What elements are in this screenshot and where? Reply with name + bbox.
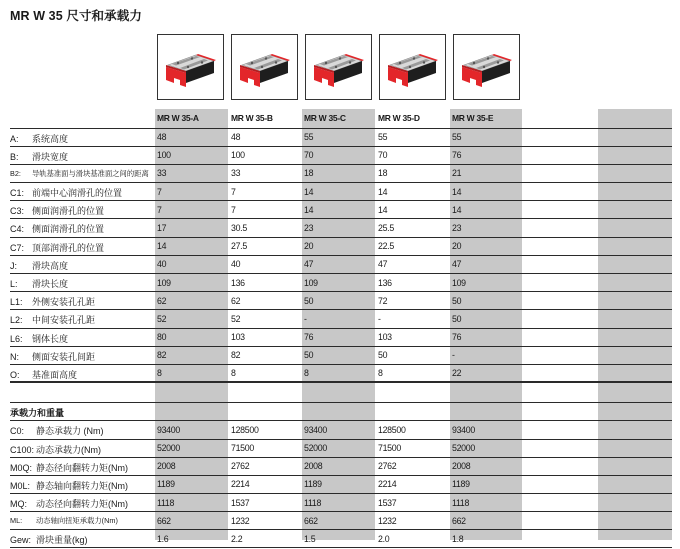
row-description: 侧面润滑孔的位置 (32, 206, 105, 217)
table-row (10, 328, 672, 346)
table-row (10, 255, 672, 273)
table-cell: 100 (157, 150, 171, 161)
table-cell: 2214 (231, 479, 250, 490)
table-cell: 103 (378, 332, 392, 343)
table-cell: 76 (304, 332, 314, 343)
table-cell: 82 (231, 350, 241, 361)
table-row (10, 182, 672, 200)
table-cell: 80 (157, 332, 167, 343)
table-cell: 662 (452, 515, 466, 526)
row-label (10, 368, 77, 381)
table-cell: 93400 (157, 424, 180, 435)
row-label (10, 132, 68, 145)
table-row (10, 291, 672, 309)
row-code: C1: (10, 188, 25, 199)
table-cell: 20 (304, 241, 314, 252)
table-cell: 72 (378, 295, 388, 306)
table-cell: 1537 (231, 497, 250, 508)
table-row (10, 493, 672, 511)
row-code: L: (10, 279, 18, 289)
table-cell: 71500 (231, 443, 254, 453)
row-label (10, 204, 104, 217)
row-label (10, 259, 68, 272)
table-cell: 14 (157, 241, 167, 252)
table-cell: 8 (157, 368, 162, 379)
row-code: C7: (10, 242, 25, 253)
table-cell: 50 (304, 295, 314, 306)
table-cell: 7 (231, 204, 236, 215)
table-cell: 109 (452, 277, 466, 288)
table-cell: 30.5 (231, 222, 247, 233)
table-cell: 52 (231, 313, 241, 324)
table-cell: 17 (157, 222, 167, 233)
table-cell: 70 (304, 150, 314, 161)
table-row (10, 128, 672, 146)
row-label (10, 313, 95, 326)
row-label (10, 150, 68, 163)
row-description: 基准面高度 (32, 369, 78, 380)
table-row (10, 475, 672, 493)
column-header: MR W 35-D (378, 112, 420, 123)
table-cell: 662 (304, 515, 318, 526)
table-cell: 33 (157, 168, 167, 179)
row-description: 滑块宽度 (32, 151, 69, 162)
table-cell: 1118 (157, 497, 175, 508)
table-cell: 8 (304, 368, 309, 379)
row-code: M0Q: (10, 462, 33, 473)
table-cell: 21 (452, 168, 462, 179)
table-cell: 2762 (378, 461, 397, 472)
table-cell: 7 (157, 204, 162, 215)
table-cell: 33 (231, 168, 241, 179)
table-cell: 23 (304, 222, 314, 233)
row-label (10, 461, 128, 474)
row-code: L1: (10, 297, 23, 308)
table-cell: 14 (304, 186, 314, 197)
table-cell: 8 (231, 368, 236, 379)
table-cell: 2.0 (378, 533, 390, 544)
row-code: A: (10, 133, 19, 144)
column-header: MR W 35-B (231, 112, 273, 123)
row-code: L6: (10, 333, 23, 344)
table-row (10, 439, 672, 457)
table-cell: 93400 (304, 424, 327, 435)
table-cell: 62 (231, 295, 241, 306)
row-description: 滑块高度 (32, 260, 69, 271)
table-cell: 1537 (378, 497, 397, 508)
table-row (10, 457, 672, 475)
table-cell: 50 (304, 350, 314, 361)
row-description: 侧面安装孔间距 (32, 351, 96, 362)
table-cell: 27.5 (231, 241, 247, 252)
row-label (10, 443, 101, 456)
table-cell: 55 (452, 132, 462, 142)
table-cell: 2214 (378, 479, 397, 490)
table-cell: 40 (157, 259, 167, 270)
table-cell: 662 (157, 515, 171, 526)
table-cell: 2008 (304, 461, 323, 472)
table-cell: 136 (231, 277, 245, 288)
row-label (10, 516, 118, 526)
table-cell: 71500 (378, 443, 401, 453)
row-description: 外侧安装孔孔距 (32, 297, 96, 308)
table-cell: 52000 (157, 443, 180, 453)
table-cell: 48 (157, 132, 167, 142)
table-row (10, 346, 672, 364)
row-code: B2: (10, 168, 21, 178)
section-header-row (10, 402, 672, 420)
table-row (10, 237, 672, 255)
row-code: M0L: (10, 480, 31, 491)
row-description: 顶部润滑孔的位置 (32, 242, 105, 253)
table-cell: 2.2 (231, 533, 243, 544)
table-cell: 55 (378, 132, 388, 142)
table-row (10, 511, 672, 529)
table-cell: - (304, 313, 307, 324)
table-row (10, 273, 672, 291)
column-header: MR W 35-E (452, 112, 494, 123)
table-cell: 14 (378, 204, 388, 215)
product-image-b (231, 34, 298, 100)
table-cell: 48 (231, 132, 241, 142)
row-code: C3: (10, 206, 25, 217)
table-cell: 1118 (304, 497, 322, 508)
table-cell: 50 (452, 295, 462, 306)
table-cell: 23 (452, 222, 462, 233)
product-image-a (157, 34, 224, 100)
table-cell: 18 (304, 168, 314, 179)
table-cell: 14 (304, 204, 314, 215)
row-label (10, 186, 122, 199)
table-row (10, 218, 672, 236)
row-description: 中间安装孔孔距 (32, 315, 96, 326)
row-label (10, 479, 128, 492)
table-cell: 14 (452, 186, 462, 197)
row-description: 系统高度 (32, 133, 69, 144)
row-description: 前端中心润滑孔的位置 (32, 188, 123, 199)
row-description: 钢体长度 (32, 333, 69, 344)
table-cell: 40 (231, 259, 241, 270)
row-label (10, 277, 68, 290)
table-cell: 47 (452, 259, 462, 270)
row-description: 静态承载力 (Nm) (36, 426, 104, 437)
table-cell: 22.5 (378, 241, 394, 252)
product-image-e (453, 34, 520, 100)
row-code: Gew: (10, 535, 32, 546)
table-cell: 136 (378, 277, 392, 288)
row-description: 滑块重量(kg) (36, 535, 88, 546)
row-code: J: (10, 260, 18, 271)
table-cell: 2008 (157, 461, 176, 472)
product-image-c (305, 34, 372, 100)
page-title: MR W 35 尺寸和承载力 (10, 9, 142, 23)
table-cell: - (378, 313, 381, 324)
column-header: MR W 35-A (157, 112, 199, 123)
table-cell: 50 (452, 313, 462, 324)
table-cell: 128500 (231, 424, 259, 435)
table-row (10, 529, 672, 547)
table-row (10, 200, 672, 218)
row-description: 静态轴向翻转力矩(Nm) (36, 480, 128, 491)
row-description: 动态径向翻转力矩(Nm) (36, 499, 128, 510)
table-row (10, 364, 672, 382)
product-image-d (379, 34, 446, 100)
row-code: C0: (10, 426, 25, 437)
row-description: 动态承载力(Nm) (36, 444, 101, 455)
spec-table (10, 109, 672, 548)
table-cell: 1189 (452, 479, 470, 490)
table-cell: 109 (304, 277, 318, 288)
table-cell: 14 (452, 204, 462, 215)
table-cell: 2762 (231, 461, 250, 472)
table-row (10, 309, 672, 327)
section-title: 承载力和重量 (10, 408, 65, 419)
row-code: B: (10, 151, 19, 162)
table-header-row (10, 109, 672, 128)
row-label (10, 169, 149, 179)
table-cell: 103 (231, 332, 245, 343)
row-label (10, 295, 95, 308)
table-cell: 7 (157, 186, 162, 197)
table-cell: 47 (378, 259, 388, 270)
table-cell: - (452, 350, 455, 361)
column-header: MR W 35-C (304, 112, 346, 123)
row-description: 动态轴向扭矩承载力(Nm) (36, 516, 118, 526)
row-code: C4: (10, 224, 25, 235)
row-label (10, 533, 88, 546)
table-row (10, 420, 672, 438)
table-cell: 14 (378, 186, 388, 197)
row-label (10, 241, 104, 254)
row-description: 静态径向翻转力矩(Nm) (36, 462, 128, 473)
table-cell: 20 (452, 241, 462, 252)
table-cell: 76 (452, 332, 462, 343)
row-code: L2: (10, 315, 23, 326)
table-cell: 55 (304, 132, 314, 142)
spacer-row (10, 382, 672, 402)
table-cell: 62 (157, 295, 167, 306)
row-code: ML: (10, 516, 23, 526)
row-description: 滑块长度 (32, 279, 69, 289)
row-label (10, 350, 95, 363)
table-cell: 128500 (378, 424, 406, 435)
row-code: O: (10, 369, 20, 380)
table-cell: 7 (231, 186, 236, 197)
table-cell: 1.6 (157, 533, 169, 544)
table-cell: 1189 (304, 479, 322, 490)
table-cell: 1232 (231, 515, 250, 526)
row-label (10, 332, 68, 345)
table-cell: 52 (157, 313, 167, 324)
table-cell: 2008 (452, 461, 471, 472)
table-cell: 22 (452, 368, 462, 379)
row-description: 侧面润滑孔的位置 (32, 224, 105, 235)
table-cell: 93400 (452, 424, 475, 435)
table-cell: 109 (157, 277, 171, 288)
table-cell: 1189 (157, 479, 175, 490)
table-cell: 76 (452, 150, 462, 161)
row-label (10, 424, 104, 437)
table-cell: 25.5 (378, 222, 394, 233)
row-label (10, 222, 104, 235)
row-label (10, 497, 128, 510)
table-cell: 100 (231, 150, 245, 161)
row-code: N: (10, 351, 19, 362)
table-row (10, 146, 672, 164)
row-code: MQ: (10, 499, 27, 510)
table-cell: 47 (304, 259, 314, 270)
table-cell: 52000 (452, 443, 475, 453)
table-cell: 50 (378, 350, 388, 361)
table-cell: 8 (378, 368, 383, 379)
table-cell: 70 (378, 150, 388, 161)
row-description: 导轨基准面与滑块基准面之间的距离 (32, 168, 149, 178)
table-cell: 18 (378, 168, 388, 179)
row-code: C100: (10, 444, 35, 455)
table-cell: 1232 (378, 515, 397, 526)
table-cell: 1118 (452, 497, 470, 508)
table-cell: 1.5 (304, 533, 316, 544)
table-cell: 52000 (304, 443, 327, 453)
table-cell: 82 (157, 350, 167, 361)
table-cell: 1.8 (452, 533, 464, 544)
table-row (10, 164, 672, 182)
